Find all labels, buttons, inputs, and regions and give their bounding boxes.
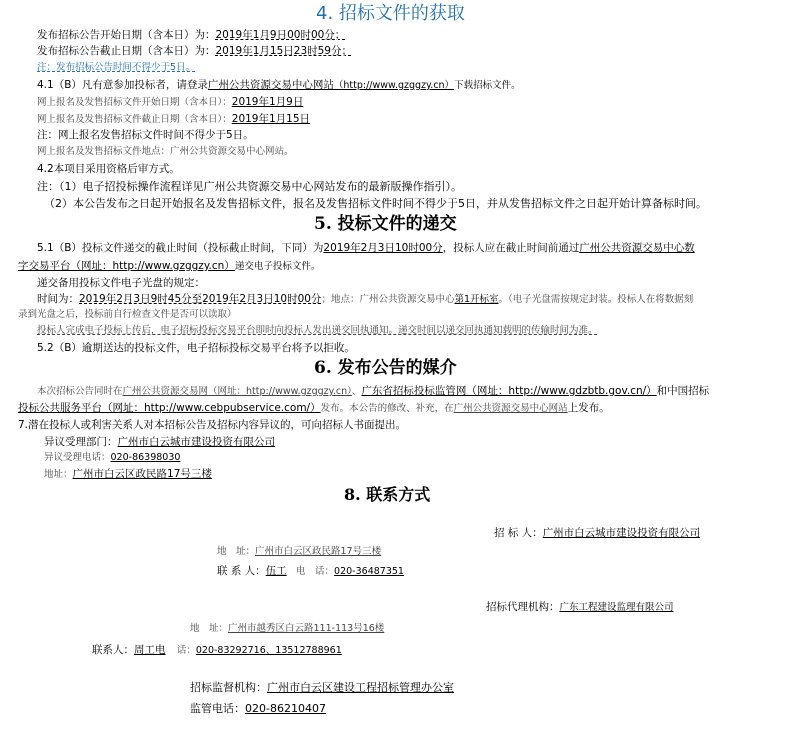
p51-line1 — [37, 243, 695, 254]
online-end-value: 2019年1月15日 — [231, 113, 311, 125]
agent-addr-value: 广州市越秀区白云路111-113号16楼 — [228, 623, 385, 634]
publish-note: 注：发布招标公告时间不得少于5日。 — [37, 62, 196, 73]
tenderer-phone-label: 电 话： — [296, 566, 335, 577]
tenderer-contact-value: 伍工 — [265, 565, 287, 577]
media-text-c: 和中国招标 — [656, 385, 710, 397]
p41-url-link[interactable]: （http://www.gzggzy.cn） — [333, 80, 455, 91]
p41-text: 4.1（B）凡有意参加投标者，请登录 — [37, 79, 208, 91]
tenderer-contact-line — [217, 566, 404, 577]
media-site2-link[interactable]: 广东省招标投标监管网（网址：http://www.gdzbtb.gov.cn/） — [361, 385, 657, 397]
media-text-b: 发布。本公告的修改、补充，在 — [320, 403, 454, 414]
objection-dept-line — [44, 437, 275, 448]
note-operation-guide: 注：（1）电子招投标操作流程详见广州公共资源交易中心网站发布的最新版操作指引）。 — [37, 180, 462, 193]
p51-deadline: 2019年2月3日10时00分 — [323, 242, 443, 254]
supervisor-phone-line — [190, 703, 326, 714]
agent-addr-label: 地 址： — [190, 623, 229, 634]
tenderer-label: 招 标 人： — [494, 527, 543, 539]
p51-tail: 递交电子投标文件。 — [234, 261, 321, 272]
p51-line2 — [18, 261, 320, 272]
note-sale-period: （2）本公告发布之日起开始报名及发售招标文件，报名及发售招标文件时间不得少于5日，并从发售招标文件之日起开始计算备标时间。 — [44, 197, 707, 210]
tenderer-contact-label: 联 系 人： — [217, 565, 266, 577]
supervisor-line — [190, 682, 454, 693]
publish-end-label: 发布招标公告截止日期（含本日）为： — [37, 45, 216, 57]
section-5-title: 5. 投标文件的递交 — [314, 214, 457, 234]
p51-text-b: ，投标人应在截止时间前通过 — [442, 242, 580, 254]
p51-platform-link[interactable]: 广州公共资源交易中心数 — [579, 242, 695, 254]
p52: 5.2（B）逾期送达的投标文件，电子招标投标交易平台将予以拒收。 — [37, 342, 355, 354]
supervisor-phone-label: 监管电话： — [190, 702, 245, 715]
media-text: 本次招标公告同时在 — [37, 386, 123, 397]
tenderer-addr-value: 广州市白云区政民路17号三楼 — [255, 546, 382, 557]
tenderer-addr-line — [217, 547, 381, 557]
section-6-title: 6. 发布公告的媒介 — [314, 358, 457, 378]
objection-phone-label: 异议受理电话： — [44, 452, 111, 463]
objection-addr-line — [44, 469, 212, 480]
backup-line2: 录到光盘之后，投标前自行检查文件是否可以读取） — [18, 309, 237, 320]
p51-platform-url[interactable]: 字交易平台（网址：http://www.gzggzy.cn） — [18, 260, 235, 272]
online-end-label: 网上报名及发售招标文件截止日期（含本日）： — [37, 114, 232, 125]
backup-time-value: 2019年2月3日9时45分至2019年2月3日10时00分 — [79, 293, 322, 305]
media-line2 — [18, 403, 610, 414]
publish-start-value: 2019年1月9日00时00分； — [215, 29, 346, 41]
backup-time-label: 时间为： — [37, 293, 79, 305]
backup-place: ；地点：广州公共资源交易中心 — [321, 294, 455, 305]
agent-line — [486, 602, 674, 613]
media-sep: 、 — [351, 386, 362, 397]
online-start-line — [37, 97, 303, 108]
online-place: 网上报名及发售招标文件地点：广州公共资源交易中心网站。 — [37, 146, 294, 157]
p41-line — [37, 80, 521, 91]
media-site3-link[interactable]: 投标公共服务平台（网址：http://www.cebpubservice.com/） — [18, 402, 321, 414]
objection-dept-label: 异议受理部门： — [44, 436, 118, 448]
tenderer-value: 广州市白云城市建设投资有限公司 — [542, 527, 701, 539]
section-8-title: 8. 联系方式 — [344, 485, 431, 504]
publish-end-line — [37, 46, 352, 57]
objection-phone-line — [44, 453, 180, 463]
p42: 4.2本项目采用资格后审方式。 — [37, 163, 180, 175]
objection-text: 7.潜在投标人或利害关系人对本招标公告及招标内容异议的，可向招标人书面提出。 — [18, 419, 407, 431]
objection-addr-value: 广州市白云区政民路17号三楼 — [72, 468, 212, 480]
tenderer-phone-value: 020-36487351 — [334, 566, 404, 577]
publish-end-value: 2019年1月15日23时59分； — [215, 45, 352, 57]
tenderer-line — [494, 528, 700, 539]
supervisor-label: 招标监督机构： — [190, 681, 267, 694]
p51-text: 5.1（B）投标文件递交的截止时间（投标截止时间，下同）为 — [37, 242, 324, 254]
agent-phone-label: 话： — [176, 645, 196, 656]
supervisor-value: 广州市白云区建设工程招标管理办公室 — [267, 681, 454, 694]
backup-title: 递交备用投标文件电子光盘的规定： — [37, 277, 205, 289]
media-site1-link[interactable]: 广州公共资源交易网（网址：http://www.gzggzy.cn） — [122, 386, 352, 397]
backup-room: 第1开标室 — [454, 294, 499, 305]
agent-label: 招标代理机构： — [486, 601, 560, 613]
media-site4-link[interactable]: 广州公共资源交易中心网站 — [453, 403, 568, 414]
online-start-value: 2019年1月9日 — [231, 96, 304, 108]
agent-contact-value: 周工电 — [134, 644, 166, 656]
online-end-line — [37, 114, 310, 125]
backup-time-line — [37, 294, 693, 305]
objection-addr-label: 地址： — [44, 469, 73, 480]
section-4-title: 4. 招标文件的获取 — [316, 3, 465, 24]
p41-site-link[interactable]: 广州公共资源交易中心网站 — [207, 79, 334, 91]
backup-place-tail: 。（电子光盘需按规定封装。投标人在将数据刻 — [498, 294, 694, 305]
backup-line3: 投标人完成电子投标上传后，电子招标投标交易平台即时向投标人发出递交回执通知。递交时间以递交回执通知载明的传输时间为准。 — [37, 325, 598, 336]
objection-phone-value: 020-86398030 — [110, 452, 181, 463]
agent-contact-line — [92, 645, 342, 656]
agent-phone-value: 020-83292716、13512788961 — [195, 645, 342, 656]
online-start-label: 网上报名及发售招标文件开始日期（含本日）： — [37, 97, 232, 108]
media-line1 — [37, 386, 709, 397]
agent-value: 广东工程建设监理有限公司 — [559, 602, 674, 613]
p41-tail: 下载招标文件。 — [454, 80, 521, 91]
agent-addr-line — [190, 624, 384, 634]
publish-start-line — [37, 30, 345, 41]
supervisor-phone-value: 020-86210407 — [245, 702, 326, 715]
objection-dept-value: 广州市白云城市建设投资有限公司 — [117, 436, 275, 448]
publish-start-label: 发布招标公告开始日期（含本日）为： — [37, 29, 216, 41]
tenderer-addr-label: 地 址： — [217, 546, 256, 557]
online-note: 注：网上报名发售招标文件时间不得少于5日。 — [37, 129, 254, 141]
agent-contact-label: 联系人： — [92, 644, 134, 656]
media-tail: 上发布。 — [567, 402, 610, 414]
